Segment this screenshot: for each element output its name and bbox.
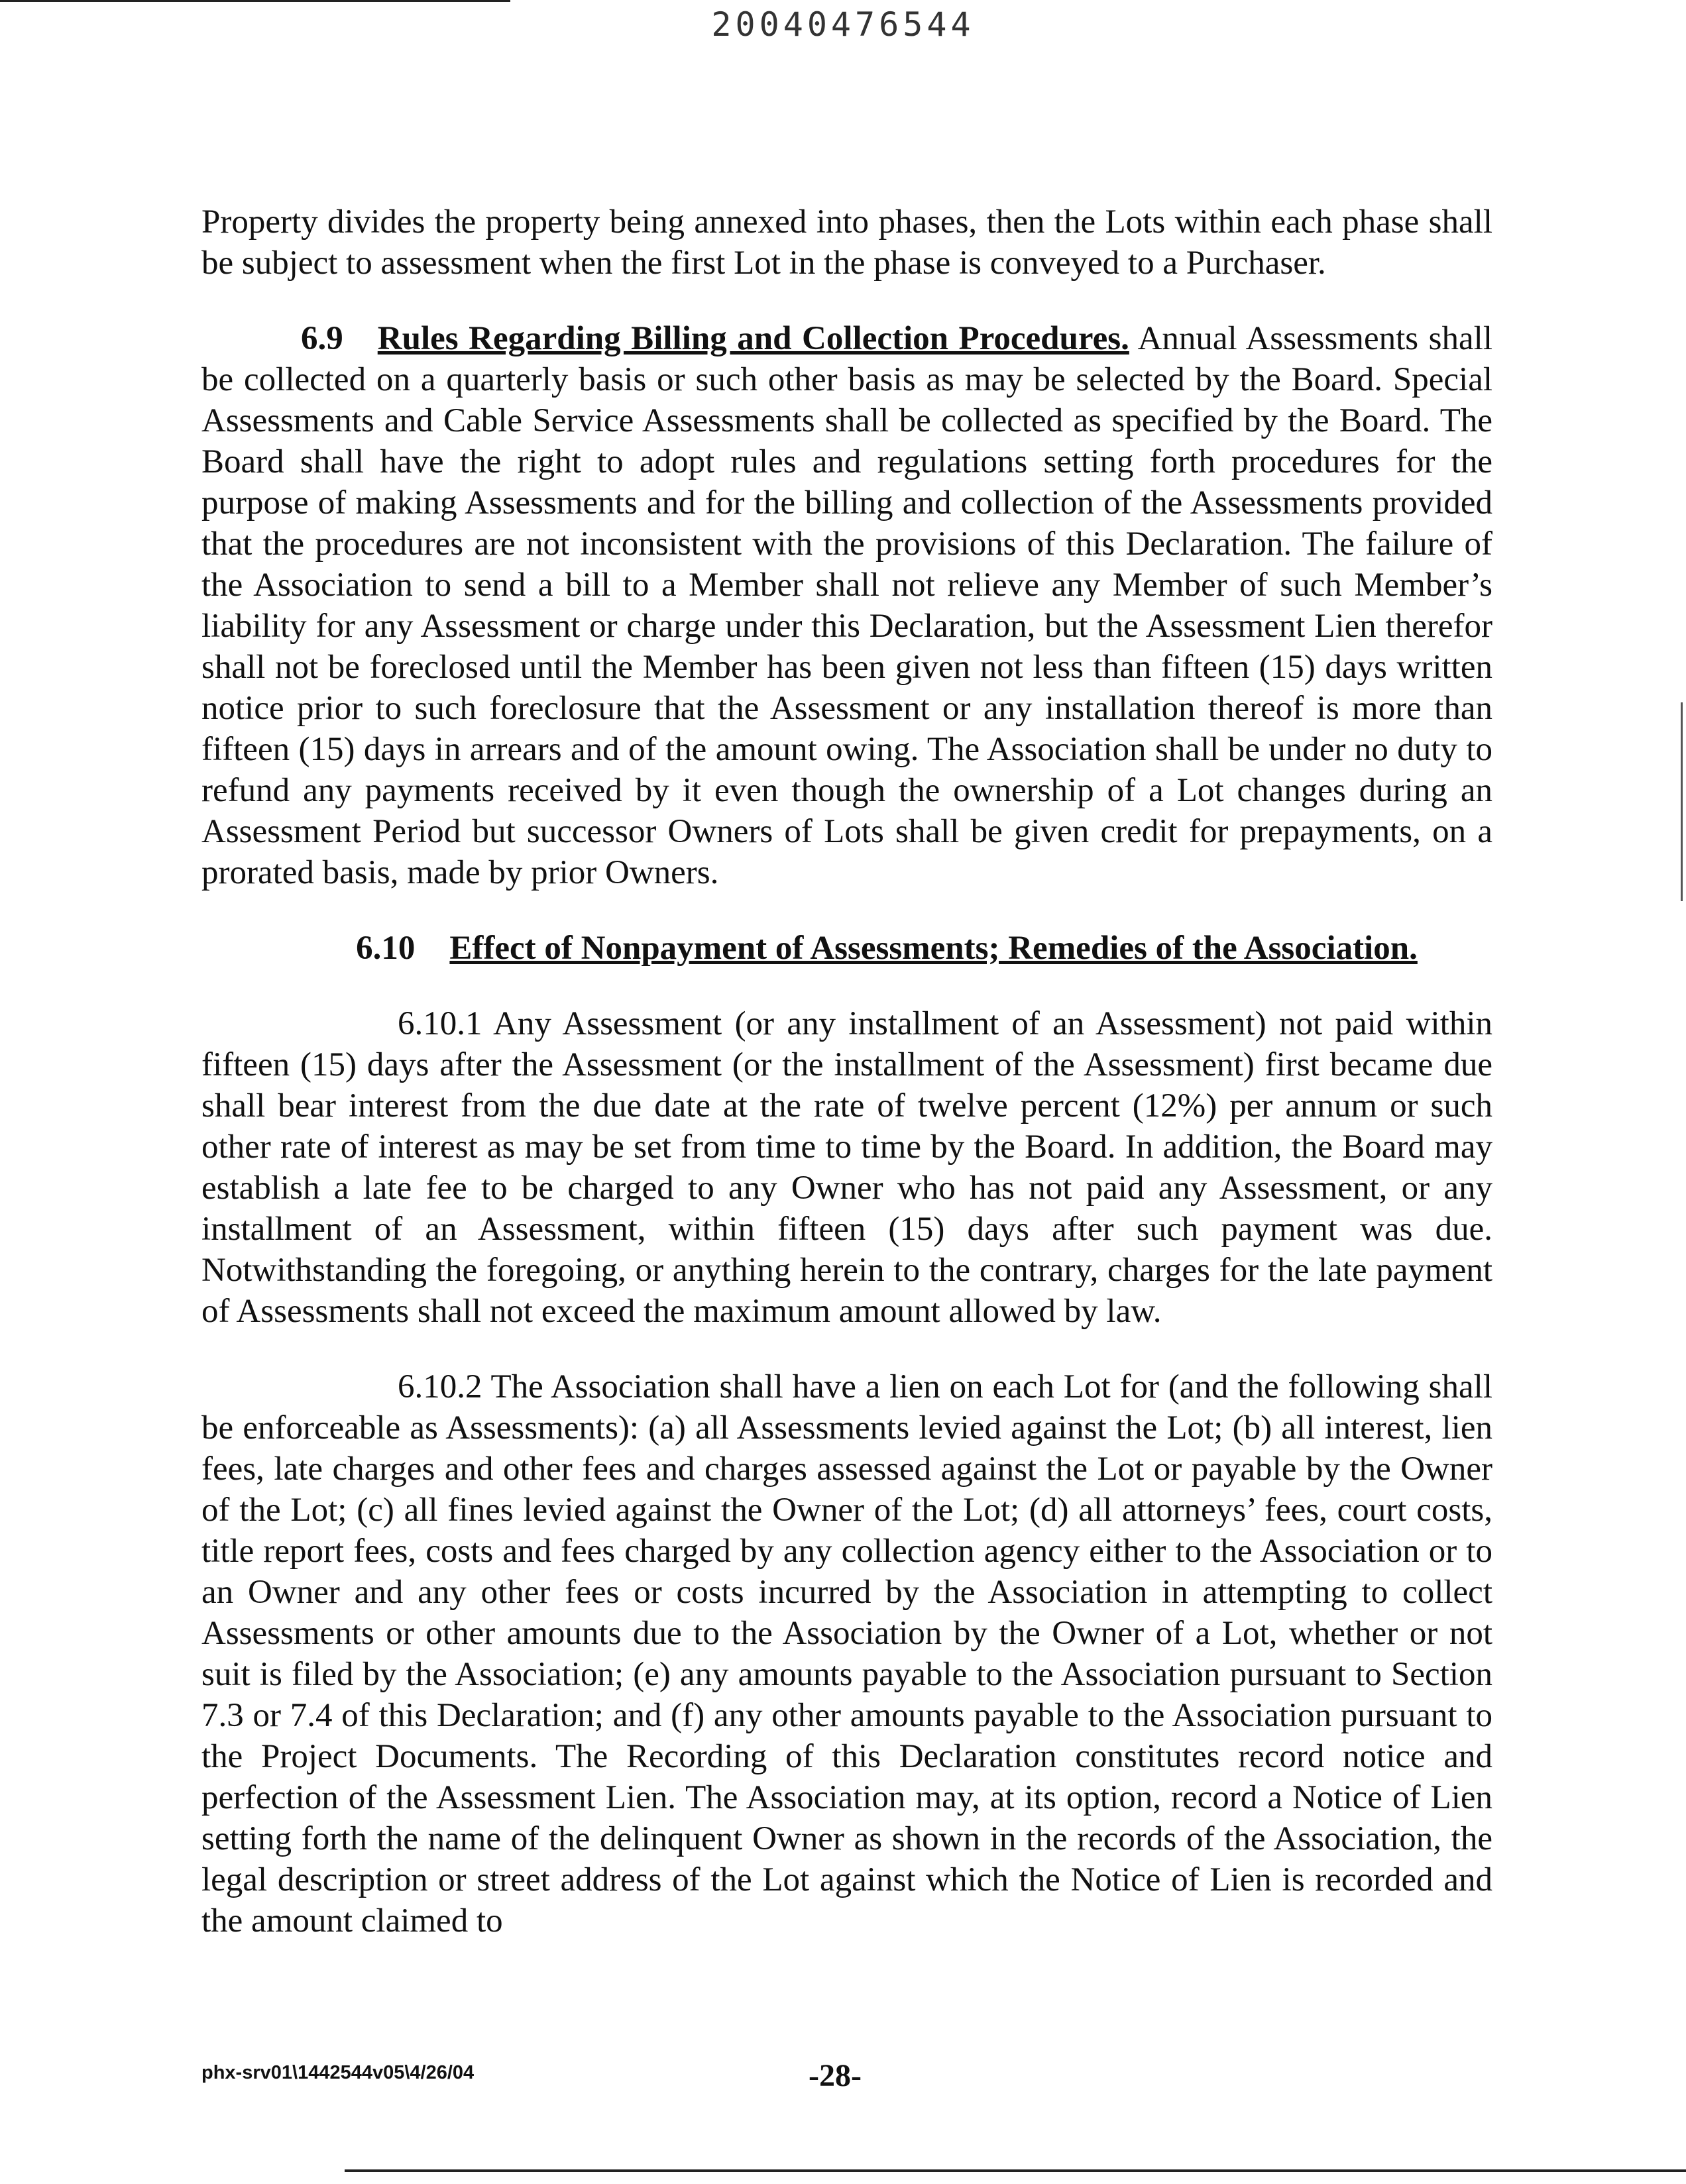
section-number: 6.9	[301, 320, 343, 357]
page-number: -28-	[809, 2058, 862, 2093]
bottom-rule	[345, 2169, 1686, 2172]
section-title: Rules Regarding Billing and Collection Procedures.	[377, 320, 1129, 357]
section-text: Annual Assessments shall be collected on a quarterly basis or such other basis as may be selected by the Board. Special Assessments and Cable Service Assessments shall be collected as specified by the Board. The Board shall have the right to adopt rules and regulations setting forth procedures for the purpose of making Assessments and for the billing and collection of the Assessments provided that the procedures are not inconsistent with the provisions of this Declaration. The failure of the Association to send a bill to a Member shall not relieve any Member of such Member’s liability for any Assessment or charge under this Declaration, but the Assessment Lien therefor shall not be foreclosed until the Member has been given not less than fifteen (15) days written notice prior to such foreclosure that the Assessment or any installation thereof is more than fifteen (15) days in arrears and of the amount owing. The Association shall be under no duty to refund any payments received by it even though the ownership of a Lot changes during an Assessment Period but successor Owners of Lots shall be given credit for prepayments, on a prorated basis, made by prior Owners.	[201, 320, 1492, 891]
section-6-10-heading	[201, 928, 1492, 969]
section-title: Effect of Nonpayment of Assessments; Remedies of the Association.	[449, 930, 1418, 967]
document-number: 20040476544	[711, 5, 975, 44]
paragraph-6-10-1: 6.10.1 Any Assessment (or any installment of an Assessment) not paid within fifteen (15) days after the Assessment (or the installment of the Assessment) first became due shall bear interest from the due date at the rate of twelve percent (12%) per annum or such other rate of interest as may be set from time to time by the Board. In addition, the Board may establish a late fee to be charged to any Owner who has not paid any Assessment, or any installment of an Assessment, within fifteen (15) days after such payment was due. Notwithstanding the foregoing, or anything herein to the contrary, charges for the late payment of Assessments shall not exceed the maximum amount allowed by law.	[201, 1005, 1492, 1330]
top-rule	[0, 0, 510, 2]
footer-file-id: phx-srv01\1442544v05\4/26/04	[201, 2062, 475, 2083]
paragraph-intro: Property divides the property being annexed into phases, then the Lots within each phase shall be subject to assessment when the first Lot in the phase is conveyed to a Purchaser.	[201, 203, 1492, 282]
section-6-9	[201, 318, 1492, 893]
page-body	[201, 201, 1492, 1941]
section-number: 6.10	[356, 930, 416, 967]
paragraph-6-10-2: 6.10.2 The Association shall have a lien on each Lot for (and the following shall be enforceable as Assessments): (a) all Assessments levied against the Lot; (b) all interest, lien fees, late charges and other fees and charges assessed against the Lot or payable by the Owner of the Lot; (c) all fines levied against the Owner of the Lot; (d) all attorneys’ fees, court costs, title report fees, costs and fees charged by any collection agency either to the Association or to an Owner and any other fees or costs incurred by the Association in attempting to collect Assessments or other amounts due to the Association by the Owner of a Lot, whether or not suit is filed by the Association; (e) any amounts payable to the Association pursuant to Section 7.3 or 7.4 of this Declaration; and (f) any other amounts payable to the Association pursuant to the Project Documents. The Recording of this Declaration constitutes record notice and perfection of the Assessment Lien. The Association may, at its option, record a Notice of Lien setting forth the name of the delinquent Owner as shown in the records of the Association, the legal description or street address of the Lot against which the Notice of Lien is recorded and the amount claimed to	[201, 1368, 1492, 1939]
scan-edge-mark	[1681, 702, 1683, 901]
